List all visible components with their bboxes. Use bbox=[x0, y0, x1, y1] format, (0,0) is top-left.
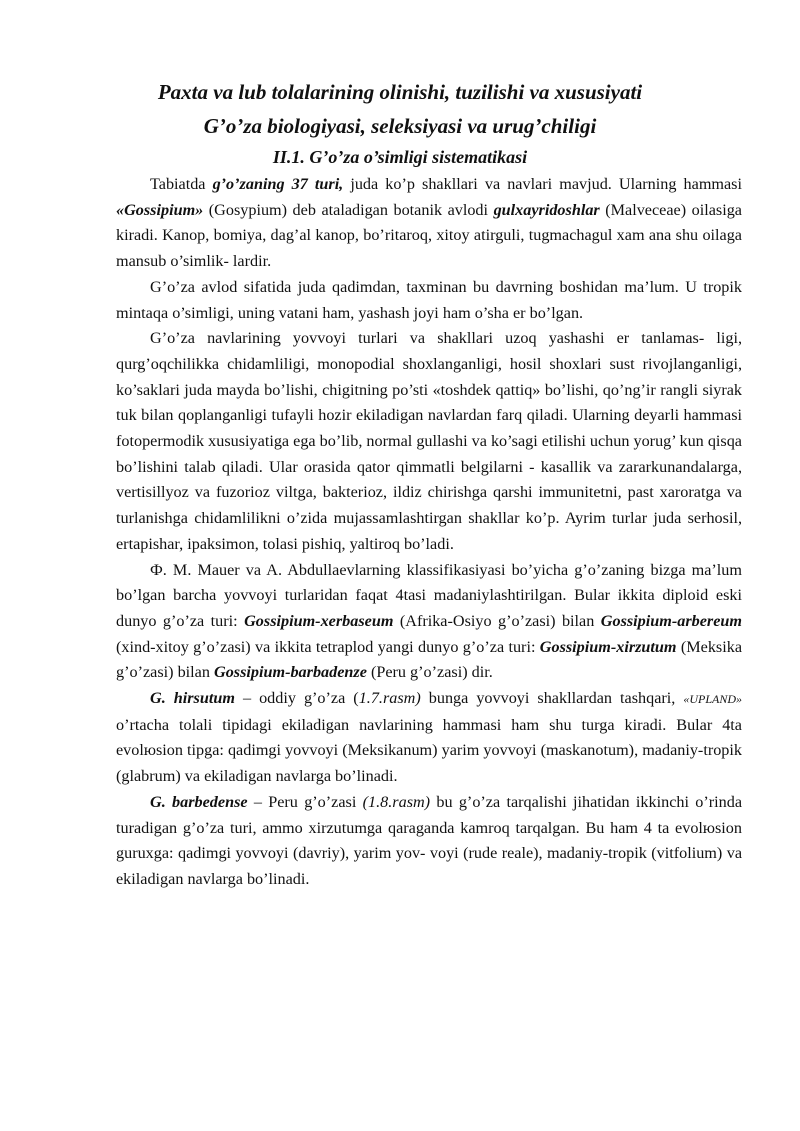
text-run: bu g’o’za tarqalishi jihatidan ikkinchi o’rinda turadigan g’o’za turi, ammo xirzutumga qaraganda kamroq tarqalgan. Bu ham 4 ta evolюsion guruxga: qadimgi yovvoyi (davriy), yarim yov- voyi (rude reale), madaniy-tropik (vitfolium) va ekiladigan navlarga bo’linadi. bbox=[116, 792, 742, 888]
upland-term: «UPLAND» bbox=[683, 692, 742, 707]
species-name: G. barbedense bbox=[150, 792, 248, 811]
section-heading: II.1. G’o’za o’simligi sistematikasi bbox=[272, 147, 528, 167]
species-name: Gossipium-xirzutum bbox=[539, 637, 677, 656]
text-run: (Peru g’o’zasi) dir. bbox=[366, 663, 493, 682]
text-run: – oddiy g’o’za ( bbox=[234, 689, 359, 708]
paragraph-4 bbox=[116, 558, 742, 687]
text-run: (Malveceae) oilasiga kiradi. Kanop, bomiya, dag’al kanop, bo’ritaroq, xitoy atirguli, tugmachagul xam ana shu oilaga mansub o’simlik- lardir. bbox=[116, 200, 742, 271]
paragraph-3: G’o’za navlarining yovvoyi turlari va shakllari uzoq yashashi er tanlamas- ligi, qurg’oqchilikka chidamliligi, monopodial shoxlanganligi, hosil shoxlari sust rivojlanganligi, ko’saklari juda mayda bo’lishi, chigitning po’sti «toshdek qattiq» bo’lishi, qo’ng’ir rangli siyrak tuk bilan qoplanganligi tufayli hozir ekiladigan navlardan farq qiladi. Ularning deyarli hammasi fotopermodik xususiyatiga ega bo’lib, normal gullashi va ko’sagi etilishi uchun yorug’ kun qisqa bo’lishini talab qiladi. Ular orasida qator qimmatli belgilarni - kasallik va zararkunandalarga, vertisillyoz va fuzorioz viltga, bakterioz, ildiz chirishga qarshi immunitetni, past xaroratga va turlanishga chidamlilikni o’zida mujassamlashtirgan shakllar ko’p. Ayrim turlar juda serhosil, ertapishar, ipaksimon, tolasi pishiq, yaltiroq bo’ladi. bbox=[116, 329, 742, 553]
text-run: juda ko’p shakllari va navlari mavjud. Ularning hammasi bbox=[343, 175, 742, 193]
title-line-2: G’o’za biologiyasi, seleksiyasi va urug’chiligi bbox=[203, 114, 597, 138]
paragraph-6 bbox=[116, 790, 742, 893]
species-name: Gossipium-barbadenze bbox=[214, 663, 367, 682]
species-name: Gossipium-arbereum bbox=[600, 611, 742, 630]
figure-reference: 1.7.rasm) bbox=[358, 689, 421, 708]
text-run: (xind-xitoy g’o’zasi) va ikkita tetraplod yangi dunyo g’o’za turi: bbox=[116, 637, 540, 656]
text-run: Ф. M. Mauer va A. Abdullaevlarning klassifikasiyasi bo’yicha g’o’zaning bizga ma’lum bo’lgan barcha yovvoyi turlaridan faqat 4tasi madaniylashtirilgan. Bular ikkita diploid eski dunyo g’o’za turi: bbox=[116, 560, 742, 630]
text-run: (Meksika g’o’zasi) bilan bbox=[116, 637, 743, 682]
emphasis-term: «Gossipium» bbox=[116, 200, 204, 219]
emphasis-term: gulxayridoshlar bbox=[493, 200, 600, 219]
figure-reference: (1.8.rasm) bbox=[362, 792, 431, 811]
text-run: (Afrika-Osiyo g’o’zasi) bilan bbox=[393, 611, 601, 630]
body-text bbox=[116, 172, 742, 893]
text-run: Tabiatda bbox=[150, 175, 213, 193]
text-run: – Peru g’o’zasi bbox=[247, 792, 363, 811]
text-run: o’rtacha tolali tipidagi ekiladigan navlarining hammasi ham shu turga kiradi. Bular 4ta evolюsion tipga: qadimgi yovvoyi (Meksikanum) yarim yovvoyi (maskanotum), madaniy-tropik (glabrum) va ekiladigan navlarga bo’linadi. bbox=[116, 715, 742, 786]
paragraph-1 bbox=[116, 172, 742, 275]
species-name: Gossipium-xerbaseum bbox=[244, 611, 394, 630]
paragraph-2: G’o’za avlod sifatida juda qadimdan, taxminan bu davrning boshidan ma’lum. U tropik mintaqa o’simligi, uning vatani ham, yashash joyi ham o’sha er bo’lgan. bbox=[116, 277, 742, 322]
emphasis-term: g’o’zaning 37 turi, bbox=[212, 175, 344, 193]
title-line-1: Paxta va lub tolalarining olinishi, tuzilishi va xususiyati bbox=[157, 80, 643, 104]
text-run: bunga yovvoyi shakllardan tashqari, bbox=[420, 689, 684, 708]
species-name: G. hirsutum bbox=[150, 689, 235, 708]
text-run: (Gosypium) deb ataladigan botanik avlodi bbox=[203, 200, 494, 219]
paragraph-5 bbox=[116, 686, 742, 790]
